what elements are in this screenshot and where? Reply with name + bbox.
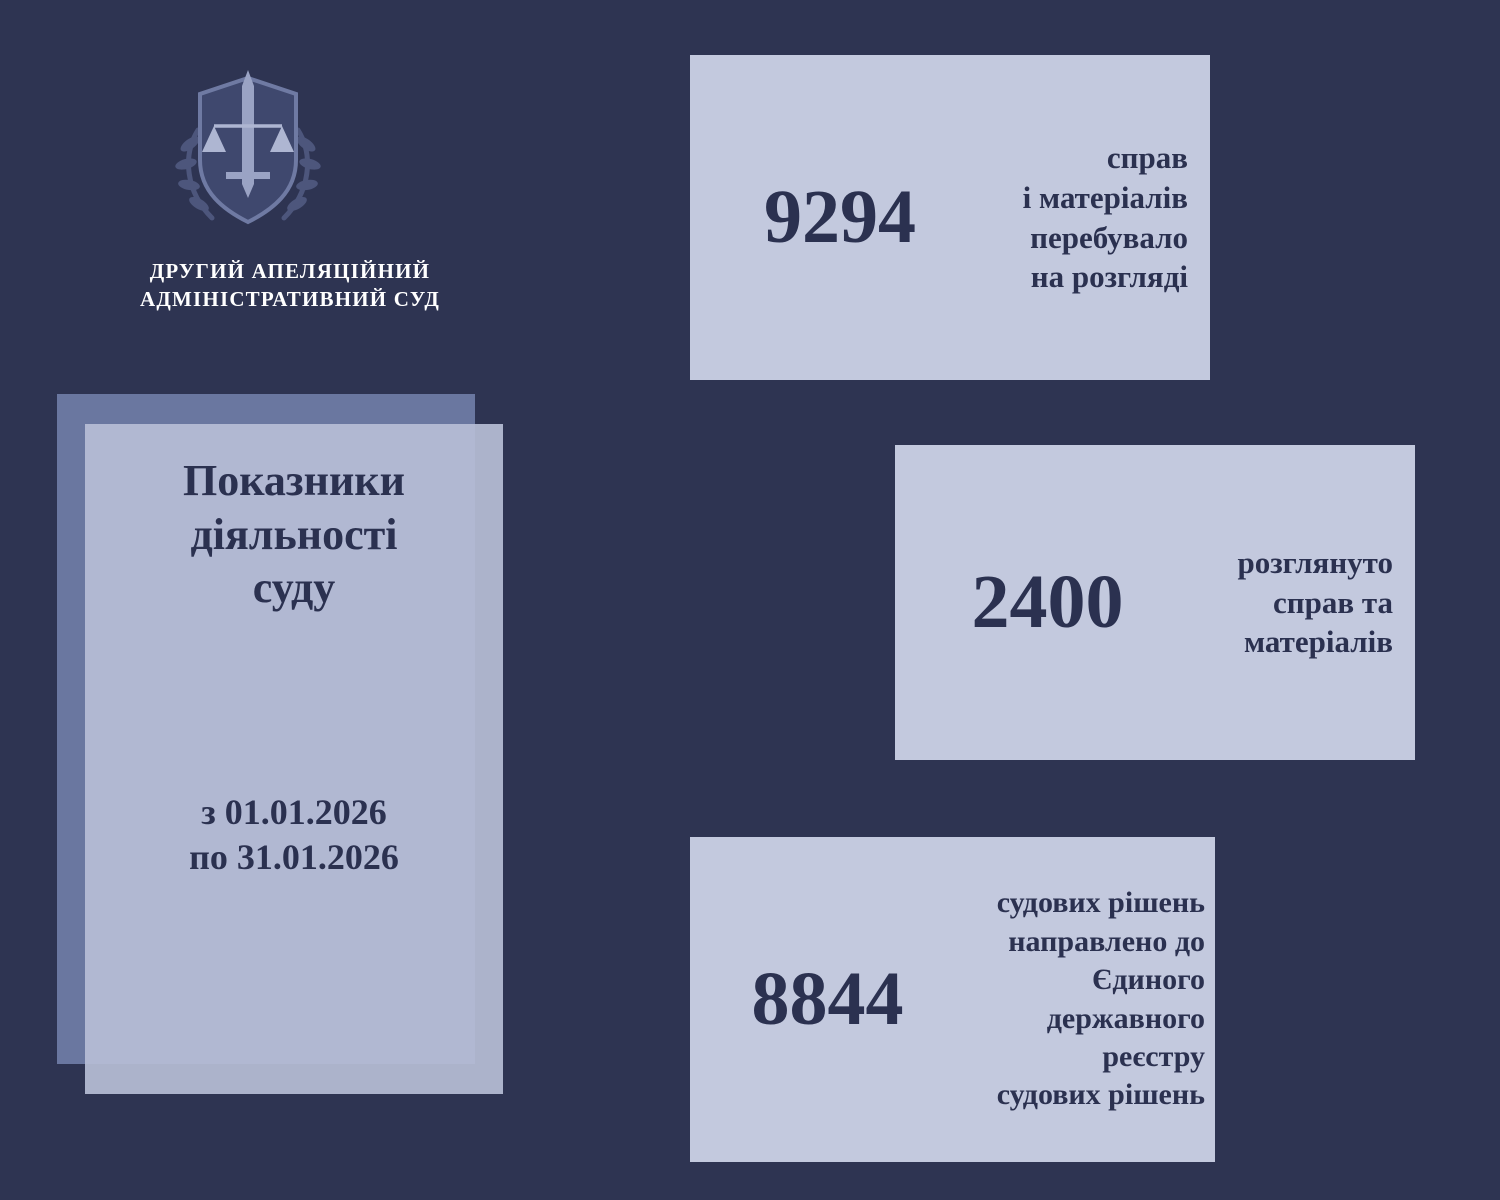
- stat-label-line: Єдиного: [1092, 963, 1205, 997]
- page-title: [109, 454, 479, 615]
- stat-label-line: перебувало: [1030, 219, 1188, 255]
- date-to: по 31.01.2026: [189, 837, 399, 878]
- stat-card-cases-pending: [690, 55, 1210, 380]
- stat-label-line: матеріалів: [1244, 624, 1393, 660]
- stat-label: [1155, 543, 1393, 662]
- stat-label-line: державного: [1046, 1001, 1205, 1035]
- stat-value: 2400: [971, 560, 1124, 644]
- stat-label-line: справ: [1106, 140, 1188, 176]
- stat-label-line: судових рішень: [996, 886, 1205, 920]
- page-title-line: Показники: [183, 456, 405, 505]
- court-name-line: АДМІНІСТРАТИВНИЙ СУД: [140, 286, 440, 311]
- date-from: з 01.01.2026: [201, 792, 387, 833]
- stat-label: [940, 138, 1188, 297]
- stat-card-cases-reviewed: [895, 445, 1415, 760]
- stat-label-line: направлено до: [1008, 924, 1205, 958]
- title-card-content: [85, 424, 503, 1094]
- stat-label-line: реєстру: [1102, 1039, 1205, 1073]
- stat-card-decisions-registered: [690, 837, 1215, 1162]
- court-name-line: ДРУГИЙ АПЕЛЯЦІЙНИЙ: [149, 259, 431, 283]
- stat-value: 8844: [751, 957, 904, 1041]
- date-range: [104, 790, 484, 880]
- page-title-line: діяльності: [190, 509, 398, 559]
- stat-label-line: судових рішень: [996, 1078, 1205, 1112]
- stat-label-line: на розгляді: [1030, 259, 1188, 295]
- stat-label: [935, 884, 1205, 1114]
- stat-label-line: розглянуто: [1237, 544, 1393, 580]
- page-title-line: суду: [252, 563, 336, 613]
- court-emblem-icon: [168, 52, 328, 242]
- court-name: [40, 258, 540, 313]
- stat-label-line: і матеріалів: [1022, 179, 1188, 215]
- left-panel: [0, 0, 620, 1200]
- stat-label-line: справ та: [1273, 584, 1393, 620]
- stat-value: 9294: [764, 175, 916, 259]
